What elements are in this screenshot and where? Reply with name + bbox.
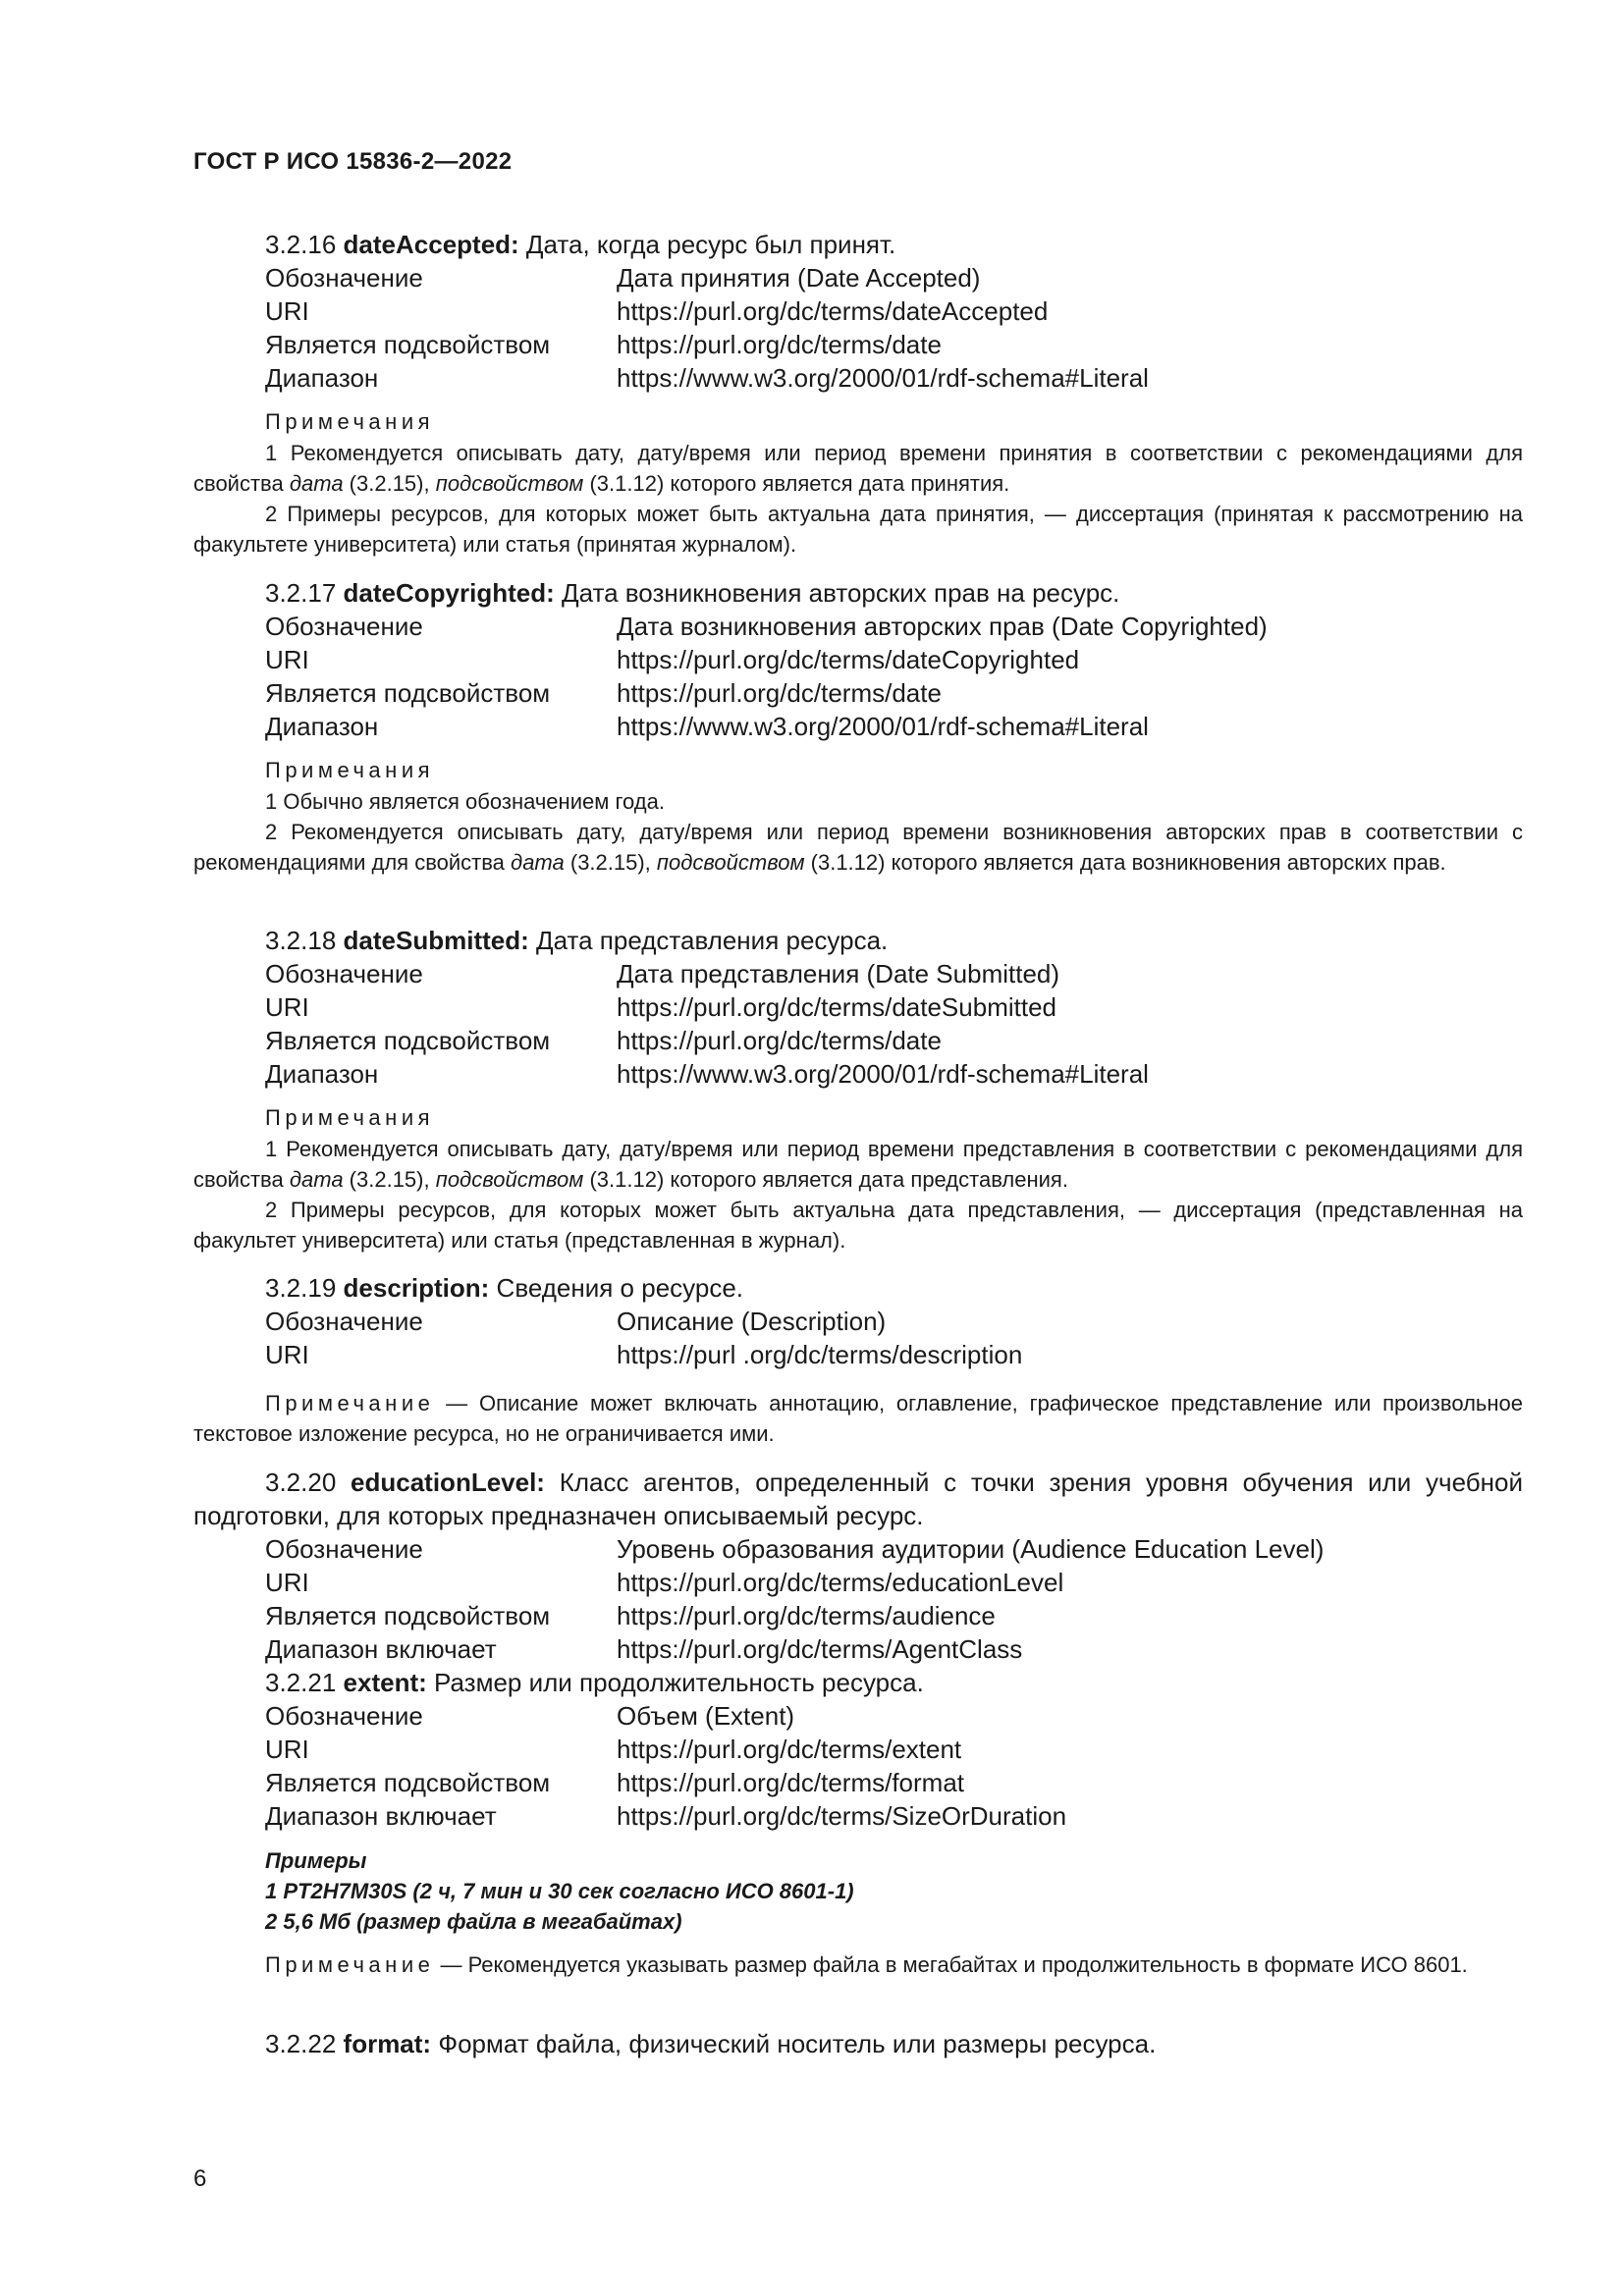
properties-date-submitted (265, 957, 1149, 1091)
note-paragraph: 1 Рекомендуется описывать дату, дату/время или период времени принятия в соответствии с рекомендациями для свойства дата (3.2.15), подсвойством (3.1.12) которого является дата принятия. (193, 441, 1523, 496)
prop-row: URI https://purl.org/dc/terms/extent (265, 1735, 962, 1764)
prop-row: Является подсвойством https://purl.org/dc/terms/date (265, 330, 942, 359)
example-item: 1 PT2H7M30S (2 ч, 7 мин и 30 сек согласно ИСО 8601-1) (265, 1879, 854, 1903)
note-paragraph: Примечание — Рекомендуется указывать размер файла в мегабайтах и продолжительность в формате ИСО 8601. (265, 1952, 1468, 1977)
prop-row: URI https://purl.org/dc/terms/educationLevel (265, 1568, 1064, 1597)
prop-row: URI https://purl.org/dc/terms/dateCopyrighted (265, 645, 1080, 674)
prop-row: Диапазон https://www.w3.org/2000/01/rdf-schema#Literal (265, 363, 1149, 393)
prop-row: Является подсвойством https://purl.org/dc/terms/audience (265, 1601, 996, 1630)
prop-row: Обозначение Описание (Description) (265, 1307, 887, 1336)
prop-row: Диапазон включает https://purl.org/dc/terms/AgentClass (265, 1634, 1023, 1664)
page-number: 6 (193, 2165, 207, 2192)
prop-row: URI https://purl .org/dc/terms/description (265, 1340, 1023, 1369)
prop-row: Обозначение Уровень образования аудитории (Audience Education Level) (265, 1534, 1325, 1564)
note-paragraph: 2 Примеры ресурсов, для которых может быть актуальна дата принятия, — диссертация (принятая к рассмотрению на факультете университета) или статья (принятая журналом). (193, 502, 1523, 557)
properties-date-accepted (265, 261, 1149, 395)
term-date-accepted: 3.2.16 dateAccepted: Дата, когда ресурс был принят. (265, 230, 896, 259)
term-date-copyrighted: 3.2.17 dateCopyrighted: Дата возникновения авторских прав на ресурс. (265, 578, 1120, 608)
note-paragraph: Примечание — Описание может включать аннотацию, оглавление, графическое представление или произвольное текстовое изложение ресурса, но не ограничивается ими. (193, 1391, 1523, 1446)
example-item: 2 5,6 Мб (размер файла в мегабайтах) (265, 1909, 682, 1934)
properties-date-copyrighted (265, 610, 1268, 743)
term-description: 3.2.19 description: Сведения о ресурсе. (265, 1273, 744, 1303)
examples-block (265, 1845, 854, 1937)
properties-description (265, 1305, 1022, 1371)
notes-heading: Примечания (265, 758, 435, 782)
properties-education-level (265, 1532, 1324, 1666)
notes-heading: Примечания (265, 1105, 435, 1130)
prop-row: Является подсвойством https://purl.org/dc/terms/date (265, 1026, 942, 1055)
prop-row: Является подсвойством https://purl.org/dc/terms/date (265, 678, 942, 708)
term-extent: 3.2.21 extent: Размер или продолжительность ресурса. (265, 1668, 924, 1697)
note-paragraph: 2 Примеры ресурсов, для которых может быть актуальна дата представления, — диссертация (представленная на факультет университета) или статья (представленная в журнал). (193, 1198, 1523, 1253)
prop-row: URI https://purl.org/dc/terms/dateSubmitted (265, 992, 1056, 1022)
note-paragraph: 2 Рекомендуется описывать дату, дату/время или период времени возникновения авторских прав в соответствии с рекомендациями для свойства дата (3.2.15), подсвойством (3.1.12) которого является дата возникновения авторских прав. (193, 820, 1523, 875)
prop-row: Обозначение Дата возникновения авторских прав (Date Copyrighted) (265, 612, 1268, 641)
note-paragraph: 1 Обычно является обозначением года. (265, 789, 665, 814)
term-date-submitted: 3.2.18 dateSubmitted: Дата представления ресурса. (265, 926, 889, 955)
notes-heading: Примечания (265, 409, 435, 434)
prop-row: Диапазон включает https://purl.org/dc/terms/SizeOrDuration (265, 1801, 1067, 1831)
term-format: 3.2.22 format: Формат файла, физический носитель или размеры ресурса. (265, 2029, 1157, 2058)
prop-row: Диапазон https://www.w3.org/2000/01/rdf-schema#Literal (265, 712, 1149, 741)
document-header: ГОСТ Р ИСО 15836-2—2022 (193, 148, 513, 175)
term-education-level: 3.2.20 educationLevel: Класс агентов, определенный с точки зрения уровня обучения или учебной подготовки, для которых предназначен описываемый ресурс. (193, 1468, 1523, 1530)
properties-extent (265, 1699, 1066, 1833)
prop-row: Обозначение Дата принятия (Date Accepted) (265, 263, 981, 293)
prop-row: URI https://purl.org/dc/terms/dateAccepted (265, 296, 1049, 326)
note-paragraph: 1 Рекомендуется описывать дату, дату/время или период времени представления в соответствии с рекомендациями для свойства дата (3.2.15), подсвойством (3.1.12) которого является дата представления. (193, 1137, 1523, 1192)
prop-row: Является подсвойством https://purl.org/dc/terms/format (265, 1768, 965, 1797)
prop-row: Диапазон https://www.w3.org/2000/01/rdf-schema#Literal (265, 1059, 1149, 1089)
prop-row: Обозначение Объем (Extent) (265, 1701, 795, 1731)
prop-row: Обозначение Дата представления (Date Submitted) (265, 959, 1060, 988)
examples-heading: Примеры (265, 1848, 367, 1873)
